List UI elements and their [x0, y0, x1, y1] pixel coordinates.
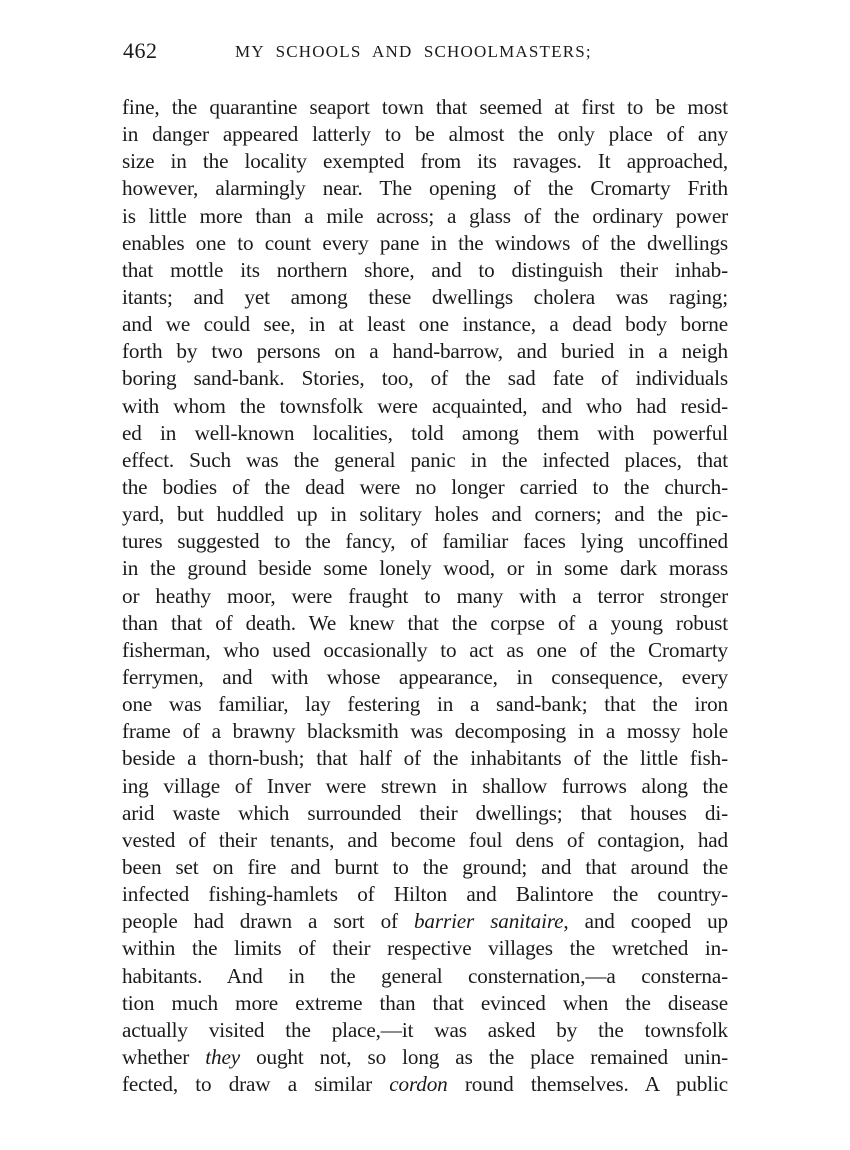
text-line [122, 718, 728, 745]
text-segment: ought not, so long as the place remained unin- [239, 1044, 728, 1069]
text-line [122, 175, 728, 202]
text-line [122, 691, 728, 718]
text-line [122, 881, 728, 908]
text-segment: effect. Such was the general panic in the infected places, that [122, 447, 728, 472]
text-segment: is little more than a mile across; a glass of the ordinary power [122, 203, 728, 228]
text-line [122, 311, 728, 338]
text-segment: ed in well-known localities, told among them with powerful [122, 420, 728, 445]
text-segment: fected, to draw a similar [122, 1072, 390, 1097]
text-line [122, 854, 728, 881]
text-line [122, 203, 728, 230]
text-segment: fine, the quarantine seaport town that seemed at first to be most [122, 95, 728, 119]
text-segment: beside a thorn-bush; that half of the inhabitants of the little fish- [122, 746, 728, 771]
text-line [122, 1017, 728, 1044]
text-segment: , and cooped up [563, 909, 729, 934]
text-segment: however, alarmingly near. The opening of the Cromarty Frith [122, 176, 728, 201]
text-segment: people had drawn a sort of [122, 909, 414, 934]
text-line [122, 121, 728, 148]
text-segment: in the ground beside some lonely wood, or in some dark morass [122, 556, 728, 581]
running-head [122, 36, 728, 66]
text-segment: with whom the townsfolk were acquainted, and who had resid- [122, 393, 728, 418]
text-line [122, 230, 728, 257]
text-line [122, 257, 728, 284]
text-segment: yard, but huddled up in solitary holes and corners; and the pic- [122, 502, 728, 527]
text-line [122, 963, 728, 990]
text-segment: fisherman, who used occasionally to act as one of the Cromarty [122, 637, 728, 662]
text-line [122, 745, 728, 772]
body-text [122, 94, 728, 1098]
page-number: 462 [123, 38, 158, 63]
text-line [122, 528, 728, 555]
text-line [122, 94, 728, 121]
text-segment: tion much more extreme than that evinced when the disease [122, 990, 728, 1015]
text-segment: the bodies of the dead were no longer carried to the church- [122, 474, 728, 499]
text-line [122, 148, 728, 175]
text-line [122, 338, 728, 365]
text-line [122, 1044, 728, 1071]
text-line [122, 800, 728, 827]
text-line [122, 610, 728, 637]
text-line [122, 474, 728, 501]
text-segment: ferrymen, and with whose appearance, in consequence, every [122, 664, 728, 689]
running-title: MY SCHOOLS AND SCHOOLMASTERS; [235, 42, 592, 61]
text-segment: size in the locality exempted from its ravages. It approached, [122, 149, 728, 174]
text-segment: itants; and yet among these dwellings cholera was raging; [122, 284, 728, 309]
text-segment: been set on fire and burnt to the ground; and that around the [122, 854, 728, 879]
text-segment: that mottle its northern shore, and to distinguish their inhab- [122, 257, 728, 282]
text-line [122, 365, 728, 392]
text-line [122, 827, 728, 854]
text-segment: one was familiar, lay festering in a sand-bank; that the iron [122, 692, 728, 717]
italic-phrase: cordon [389, 1072, 448, 1097]
text-line [122, 284, 728, 311]
text-line [122, 935, 728, 962]
italic-phrase: they [205, 1044, 240, 1069]
text-segment: forth by two persons on a hand-barrow, and buried in a neigh [122, 339, 728, 364]
text-segment: round themselves. A public [447, 1072, 728, 1097]
text-line [122, 393, 728, 420]
text-line [122, 1071, 728, 1098]
text-segment: in danger appeared latterly to be almost the only place of any [122, 122, 728, 147]
text-segment: whether [122, 1044, 206, 1069]
text-segment: and we could see, in at least one instance, a dead body borne [122, 312, 728, 337]
text-line [122, 908, 728, 935]
text-segment: ing village of Inver were strewn in shallow furrows along the [122, 773, 728, 798]
text-segment: vested of their tenants, and become foul dens of contagion, had [122, 827, 728, 852]
book-page [122, 36, 729, 1097]
text-segment: tures suggested to the fancy, of familiar faces lying uncoffined [122, 529, 728, 554]
text-segment: arid waste which surrounded their dwellings; that houses di- [122, 800, 728, 825]
text-segment: frame of a brawny blacksmith was decomposing in a mossy hole [122, 719, 728, 744]
text-segment: within the limits of their respective villages the wretched in- [122, 936, 728, 961]
text-line [122, 420, 728, 447]
text-segment: boring sand-bank. Stories, too, of the sad fate of individuals [122, 366, 728, 391]
italic-phrase: barrier sanitaire [413, 909, 564, 934]
text-segment: or heathy moor, were fraught to many with a terror stronger [122, 583, 728, 608]
text-line [122, 447, 728, 474]
text-segment: infected fishing-hamlets of Hilton and Balintore the country- [122, 882, 728, 907]
text-line [122, 501, 728, 528]
text-line [122, 555, 728, 582]
text-line [122, 664, 728, 691]
text-line [122, 990, 728, 1017]
text-line [122, 637, 728, 664]
text-line [122, 773, 728, 800]
text-segment: habitants. And in the general consternation,—a consterna- [122, 963, 728, 988]
text-segment: enables one to count every pane in the windows of the dwellings [122, 230, 728, 255]
text-segment: than that of death. We knew that the corpse of a young robust [122, 610, 728, 635]
text-segment: actually visited the place,—it was asked by the townsfolk [122, 1017, 728, 1042]
text-line [122, 583, 728, 610]
